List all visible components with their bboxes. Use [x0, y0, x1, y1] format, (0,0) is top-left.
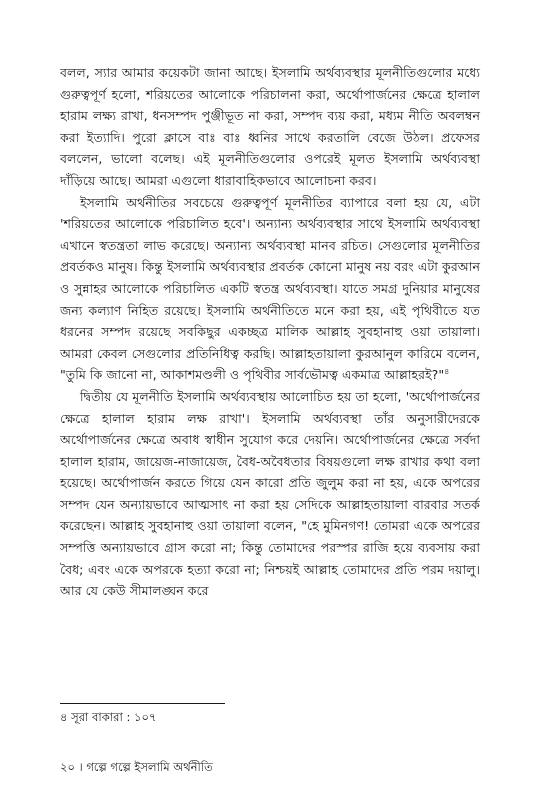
body-text: [60, 62, 480, 602]
footnote-divider: [60, 703, 225, 704]
paragraph-3: দ্বিতীয় যে মূলনীতি ইসলামি অর্থব্যবস্থায় আলোচিত হয় তা হলো, 'অর্থোপার্জনের ক্ষেত্রে হালাল হারাম লক্ষ রাখা'। ইসলামি অর্থব্যবস্থা তাঁর অনুসারীদেরকে অর্থোপার্জনের ক্ষেত্রে অবাধ স্বাধীন সুযোগ করে দেয়নি। অর্থোপার্জনের ক্ষেত্রে সর্বদা হালাল হারাম, জায়েজ-নাজায়েজ, বৈধ-অবৈধতার বিষয়গুলো লক্ষ রাখার কথা বলা হয়েছে। অর্থোপার্জন করতে গিয়ে যেন কারো প্রতি জুলুম করা না হয়, একে অপরের সম্পদ যেন অন্যায়ভাবে আত্মসাৎ না করা হয় সেদিকে আল্লাহতায়ালা বারবার সতর্ক করেছেন। আল্লাহ সুবহানাহু ওয়া তায়ালা বলেন, "হে মুমিনগণ! তোমরা একে অপরের সম্পত্তি অন্যায়ভাবে গ্রাস করো না; কিন্তু তোমাদের পরস্পর রাজি হয়ে ব্যবসায় করা বৈধ; এবং একে অপরকে হত্যা করো না; নিশ্চয়ই আল্লাহ তোমাদের প্রতি পরম দয়ালু। আর যে কেউ সীমালঙ্ঘন করে: [60, 388, 480, 599]
footnote: ৪ সূরা বাকারা : ১০৭: [60, 710, 157, 724]
paragraph-1: বলল, স্যার আমার কয়েকটা জানা আছে। ইসলামি অর্থব্যবস্থার মূলনীতিগুলোর মধ্যে গুরুত্বপূর্ণ হলো, শরিয়তের আলোকে পরিচালনা করা, অর্থোপার্জনের ক্ষেত্রে হালাল হারাম লক্ষ্য রাখা, ধনসম্পদ পুঞ্জীভূত না করা, সম্পদ ব্যয় করা, মধ্যম নীতি অবলম্বন করা ইত্যাদি। পুরো ক্লাসে বাঃ বাঃ ধ্বনির সাথে করতালি বেজে উঠল। প্রফেসর বললেন, ভালো বলেছ। এই মূলনীতিগুলোর ওপরেই মূলত ইসলামি অর্থব্যবস্থা দাঁড়িয়ে আছে। আমরা এগুলো ধারাবাহিকভাবে আলোচনা করব।: [60, 65, 480, 188]
paragraph-2: [60, 192, 480, 386]
footnote-reference: ৪: [444, 367, 450, 377]
paragraph-2-text: ইসলামি অর্থনীতির সবচেয়ে গুরুত্বপূর্ণ মূলনীতির ব্যাপারে বলা হয় যে, এটা 'শরিয়তের আলোকে পরিচালিত হবে'। অন্যান্য অর্থব্যবস্থার সাথে ইসলামি অর্থব্যবস্থা এখানে স্বতন্ত্রতা লাভ করেছে। অন্যান্য অর্থব্যবস্থা মানব রচিত। সেগুলোর মূলনীতির প্রবর্তকও মানুষ। কিন্তু ইসলামি অর্থব্যবস্থার প্রবর্তক কোনো মানুষ নয় বরং এটা কুরআন ও সুন্নাহর আলোকে পরিচালিত একটি স্বতন্ত্র অর্থব্যবস্থা। যাতে সমগ্র দুনিয়ার মানুষের জন্য কল্যাণ নিহিত রয়েছে। ইসলামি অর্থনীতিতে মনে করা হয়, এই পৃথিবীতে যত ধরনের সম্পদ রয়েছে সবকিছুর একচ্ছত্র মালিক আল্লাহ সুবহানাহু ওয়া তায়ালা। আমরা কেবল সেগুলোর প্রতিনিধিত্ব করছি। আল্লাহতায়ালা কুরআনুল কারিমে বলেন, "তুমি কি জানো না, আকাশমণ্ডলী ও পৃথিবীর সার্বভৌমত্ব একমাত্র আল্লাহরই?": [60, 194, 480, 383]
running-footer: ২০ । গল্পে গল্পে ইসলামি অর্থনীতি: [60, 760, 213, 774]
